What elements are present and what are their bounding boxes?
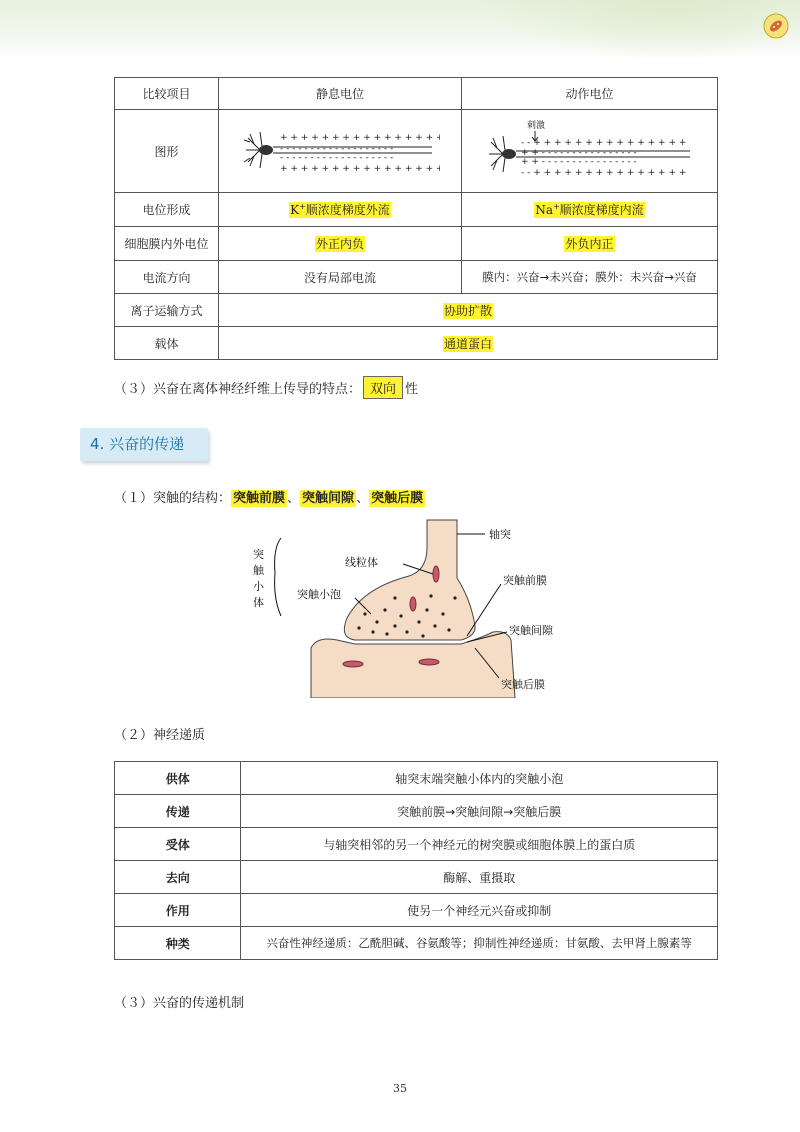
svg-text:+ + + + + + + + + + + + + + +: + + + + + + + + + + + + + + + + + [279,163,440,174]
axon-label: 轴突 [489,528,511,541]
svg-text:- - - - - - - - - - - - - - -: - - - - - - - - - - - - - - - - - - - [279,143,394,154]
neurotransmitter-table [114,761,718,960]
mitochondrion [419,659,439,665]
highlight-text [534,202,644,218]
table-header-row [115,78,718,110]
table-row [115,110,718,193]
highlight-text: 外正内负 [315,237,364,251]
ion-symbol: Na [535,203,553,217]
synaptic-cleft-label: 突触间隙 [509,624,553,637]
mitochondrion [433,566,439,582]
header-cell: 静息电位 [218,78,461,110]
resting-potential-figure [218,110,461,193]
table-row [115,261,718,294]
table-row [115,927,718,960]
bracket-label-char: 体 [253,596,264,609]
row-value: 与轴突相邻的另一个神经元的树突膜或细胞体膜上的蛋白质 [241,828,718,861]
vesicle-label: 突触小泡 [297,588,341,601]
synapse-diagram [235,518,565,698]
cell: 膜内：兴奋→未兴奋；膜外：未兴奋→兴奋 [462,261,718,294]
presynaptic-membrane-label: 突触前膜 [503,574,547,587]
mitochondrion [410,597,416,611]
conduction-feature-line [114,376,418,399]
row-label: 电流方向 [115,261,219,294]
cell [462,227,718,261]
separator: 、 [356,491,370,506]
answer-highlight: 突触前膜 [233,491,286,506]
highlight-text: 外负内正 [565,237,614,251]
table-row [115,227,718,261]
svg-text:- - + + + + + + + + + + + + +: - - + + + + + + + + + + + + + + + [520,137,686,148]
highlight-text: 通道蛋白 [443,336,492,351]
row-value: 使另一个神经元兴奋或抑制 [241,894,718,927]
bracket-label-char: 突 [253,548,264,561]
bacterium-logo-icon [762,12,790,40]
table-row [115,861,718,894]
answer-box: 双向 [363,376,403,399]
postsynaptic-membrane-label: 突触后膜 [501,678,545,691]
answer-highlight: 突触后膜 [371,491,424,506]
action-neuron-illustration [485,118,695,182]
section-heading: 4. 兴奋的传递 [80,428,208,461]
line-prefix: （３）兴奋在离体神经纤维上传导的特点： [114,382,362,397]
row-label: 离子运输方式 [115,294,219,327]
bracket-label-char: 小 [253,580,264,593]
synapse-structure-line [114,487,425,506]
bracket-icon [275,538,281,616]
merged-cell [218,294,717,327]
stimulus-label: 刺激 [526,120,545,131]
highlight-text [289,202,391,218]
answer-highlight: 突触间隙 [302,491,355,506]
row-key: 种类 [115,927,241,960]
header-band [0,0,800,60]
transmission-mechanism-heading: （３）兴奋的传递机制 [114,996,245,1011]
svg-text:- - + + + + + + + + + + + + +: - - + + + + + + + + + + + + + + + [520,167,686,178]
cell: 没有局部电流 [218,261,461,294]
ion-charge: + [552,202,560,211]
row-key: 作用 [115,894,241,927]
cell-text: 顺浓度梯度内流 [559,203,644,217]
cell [218,227,461,261]
table-row [115,828,718,861]
mitochondria-label: 线粒体 [345,556,378,569]
cell [218,193,461,227]
header-cell: 比较项目 [115,78,219,110]
row-key: 去向 [115,861,241,894]
presynaptic-terminal [344,520,475,640]
row-value: 兴奋性神经递质：乙酰胆碱、谷氨酸等；抑制性神经递质：甘氨酸、去甲肾上腺素等 [241,927,718,960]
row-key: 供体 [115,762,241,795]
bracket-label-char: 触 [253,564,264,577]
ion-symbol: K [290,203,300,217]
page-number: 35 [393,1082,407,1095]
header-cell: 动作电位 [462,78,718,110]
row-value: 轴突末端突触小体内的突触小泡 [241,762,718,795]
mitochondrion [343,661,363,667]
svg-text:+ + + + + + + + + + + + + + +: + + + + + + + + + + + + + + + + + [279,132,440,143]
merged-cell [218,327,717,360]
action-potential-figure [462,110,718,193]
cell-text: 顺浓度梯度外流 [305,203,390,217]
svg-text:- - - - - - - - - - - - - - -: - - - - - - - - - - - - - - - - - - - [279,152,394,163]
svg-text:+ + - - - - - - - - - - - - -: + + - - - - - - - - - - - - - - - - [520,156,637,167]
highlight-text: 协助扩散 [443,303,492,318]
cell [462,193,718,227]
row-label: 电位形成 [115,193,219,227]
line-prefix: （１）突触的结构： [114,491,232,506]
separator: 、 [287,491,301,506]
table-row [115,795,718,828]
table-row [115,894,718,927]
line-suffix: 性 [405,382,419,397]
neurotransmitter-heading: （２）神经递质 [114,728,206,743]
table-row [115,327,718,360]
row-key: 传递 [115,795,241,828]
table-row [115,294,718,327]
row-value: 突触前膜→突触间隙→突触后膜 [241,795,718,828]
row-key: 受体 [115,828,241,861]
table-row [115,193,718,227]
row-label: 图形 [115,110,219,193]
row-label: 载体 [115,327,219,360]
table-row [115,762,718,795]
potential-comparison-table [114,77,718,360]
row-value: 酶解、重摄取 [241,861,718,894]
resting-neuron-illustration [240,120,440,180]
ion-charge: + [299,202,306,211]
svg-text:+ + - - - - - - - - - - - - -: + + - - - - - - - - - - - - - - - - [520,147,637,158]
row-label: 细胞膜内外电位 [115,227,219,261]
